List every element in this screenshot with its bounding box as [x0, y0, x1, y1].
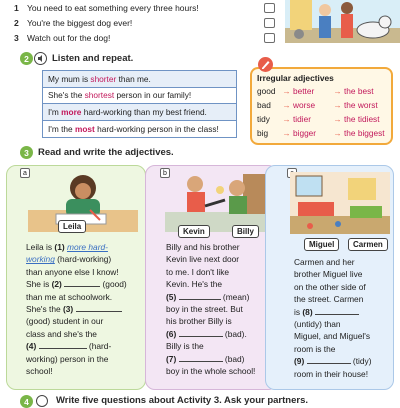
- sentence-row: [43, 121, 236, 138]
- sentence-text: hard-working than my best friend.: [83, 106, 207, 117]
- sentence-text: than me.: [118, 73, 151, 84]
- card-text-line: She is: [26, 279, 52, 290]
- card-text-line: Miguel, and Miguel's: [294, 331, 371, 342]
- answer-blank[interactable]: [64, 278, 100, 287]
- card-text-line: boy in the street. But: [166, 304, 243, 315]
- base-adjective: good: [257, 86, 276, 96]
- comparative-form: tidier: [293, 114, 311, 124]
- card-text-line: (hard-: [86, 341, 112, 352]
- gap-number: (8): [302, 306, 313, 317]
- statement-text: You need to eat something every three hours!: [27, 2, 199, 13]
- top-statement-list: [8, 0, 278, 45]
- statement-number: 3: [14, 32, 19, 43]
- card-text-line: (hard-working): [54, 254, 112, 265]
- answer-blank[interactable]: [179, 291, 221, 300]
- card-c-text: [294, 256, 392, 380]
- card-text-line: (good): [100, 279, 127, 290]
- irregular-row: [257, 98, 378, 112]
- comparative-form: better: [293, 86, 315, 96]
- kevin-billy-illustration: [165, 170, 269, 232]
- superlative-form: the worst: [344, 100, 378, 110]
- comparative-form: worse: [293, 100, 316, 110]
- answer-blank[interactable]: [76, 303, 122, 312]
- card-text-line: than anyone else I know!: [26, 266, 119, 277]
- section-4-heading: [0, 392, 400, 407]
- arrow-icon: →: [282, 114, 291, 124]
- base-adjective: bad: [257, 100, 271, 110]
- card-text-line: (mean): [220, 291, 250, 302]
- card-text-line: to me. I don't like: [166, 266, 230, 277]
- answer-blank[interactable]: [179, 353, 223, 362]
- card-text-line: is: [294, 306, 303, 317]
- messy-room-illustration: [290, 172, 390, 234]
- statement-number: 2: [14, 17, 19, 28]
- highlighted-adjective: shorter: [90, 73, 117, 84]
- card-text-line: school!: [26, 366, 53, 377]
- street-dog-illustration: [285, 0, 400, 43]
- arrow-icon: →: [333, 100, 342, 110]
- card-text-line: (bad).: [222, 328, 247, 339]
- name-tag-carmen: Carmen: [348, 238, 388, 251]
- section-4-badge: 4: [20, 395, 33, 408]
- statement-row: [8, 0, 278, 15]
- answer-blank[interactable]: [307, 355, 351, 364]
- gap-number: (1): [54, 242, 65, 252]
- arrow-icon: →: [333, 114, 342, 124]
- irregular-row: [257, 126, 385, 140]
- gap-number: (2): [51, 279, 62, 290]
- card-text-line: his brother Billy is: [166, 316, 232, 327]
- card-text-line: Kevin live next door: [166, 254, 240, 265]
- pencil-icon: [258, 57, 273, 72]
- section-3-title: Read and write the adjectives.: [38, 147, 174, 158]
- card-text-line: brother Miguel live: [294, 269, 363, 280]
- answer-blank[interactable]: [315, 306, 359, 315]
- statement-text: Watch out for the dog!: [27, 32, 111, 43]
- answer-text: more hard-: [66, 242, 108, 252]
- statement-checkbox[interactable]: [264, 3, 275, 13]
- card-b-text: [166, 241, 276, 377]
- card-text-line: working) person in the: [26, 353, 109, 364]
- arrow-icon: →: [333, 128, 342, 138]
- statement-number: 1: [14, 2, 19, 13]
- card-b-letter: b: [160, 168, 170, 178]
- card-text-line: on the other side of: [294, 281, 366, 292]
- name-tag-miguel: Miguel: [304, 238, 339, 251]
- card-text-line: Billy is the: [166, 341, 204, 352]
- speaking-icon: [36, 395, 48, 407]
- statement-row: [8, 30, 278, 45]
- sentence-text: She's the: [48, 90, 83, 101]
- name-tag-leila: Leila: [58, 220, 86, 233]
- comparative-form: bigger: [293, 128, 317, 138]
- card-text-line: boy in the whole school!: [166, 366, 256, 377]
- card-text-line: (good) student in our: [26, 316, 104, 327]
- sentence-row: [43, 71, 236, 88]
- card-text-line: Leila is: [26, 242, 55, 252]
- sentence-text: I'm: [48, 106, 59, 117]
- sentence-row: [43, 104, 236, 121]
- gap-number: (6): [166, 328, 177, 339]
- gap-number: (3): [62, 304, 74, 315]
- comparative-sentence-table: [42, 70, 237, 138]
- audio-icon[interactable]: [34, 52, 47, 65]
- gap-number: (9): [294, 356, 305, 367]
- highlighted-adjective: most: [74, 123, 95, 134]
- answer-blank[interactable]: [179, 328, 223, 337]
- arrow-icon: →: [282, 100, 291, 110]
- card-text-line: She's the: [26, 304, 63, 315]
- name-tag-kevin: Kevin: [178, 225, 210, 238]
- arrow-icon: →: [333, 86, 342, 96]
- answer-text: working: [26, 254, 55, 265]
- irregular-row: [257, 84, 374, 98]
- gap-number: (4): [26, 341, 37, 352]
- card-text-line: class and she's the: [26, 328, 97, 339]
- superlative-form: the best: [344, 86, 374, 96]
- section-2-title: Listen and repeat.: [52, 53, 134, 64]
- card-text-line: than me at schoolwork.: [26, 291, 113, 302]
- base-adjective: tidy: [257, 114, 270, 124]
- irregular-adjectives-title: Irregular adjectives: [257, 73, 334, 83]
- arrow-icon: →: [282, 86, 291, 96]
- section-4-title: Write five questions about Activity 3. Ask your partners.: [56, 395, 308, 406]
- superlative-form: the tidiest: [344, 114, 380, 124]
- card-a-text: [26, 241, 144, 377]
- gap-number: (5): [166, 291, 177, 302]
- irregular-row: [257, 112, 380, 126]
- card-text-line: (bad): [222, 353, 245, 364]
- card-text-line: (untidy) than: [294, 319, 341, 330]
- highlighted-adjective: more: [61, 106, 82, 117]
- sentence-row: [43, 88, 236, 105]
- arrow-icon: →: [282, 128, 291, 138]
- statement-checkbox[interactable]: [264, 18, 275, 28]
- card-text-line: Kevin. He's the: [166, 279, 223, 290]
- card-text-line: the street. Carmen: [294, 294, 364, 305]
- highlighted-adjective: shortest: [84, 90, 115, 101]
- card-text-line: room in their house!: [294, 368, 369, 379]
- gap-number: (7): [166, 353, 177, 364]
- card-text-line: Carmen and her: [294, 257, 355, 267]
- section-2-badge: 2: [20, 52, 33, 65]
- sentence-text: My mum is: [48, 73, 89, 84]
- answer-blank[interactable]: [39, 340, 87, 349]
- statement-text: You're the biggest dog ever!: [27, 17, 133, 28]
- sentence-text: person in our family!: [116, 90, 192, 101]
- statement-checkbox[interactable]: [264, 33, 275, 43]
- superlative-form: the biggest: [344, 128, 385, 138]
- statement-row: [8, 15, 278, 30]
- base-adjective: big: [257, 128, 269, 138]
- sentence-text: hard-working person in the class!: [97, 123, 219, 134]
- sentence-text: I'm the: [48, 123, 73, 134]
- section-3-badge: 3: [20, 146, 33, 159]
- card-text-line: (tidy): [350, 356, 372, 367]
- card-a-letter: a: [20, 168, 30, 178]
- card-text-line: room is the: [294, 343, 336, 354]
- card-text-line: Billy and his brother: [166, 242, 240, 252]
- name-tag-billy: Billy: [232, 225, 259, 238]
